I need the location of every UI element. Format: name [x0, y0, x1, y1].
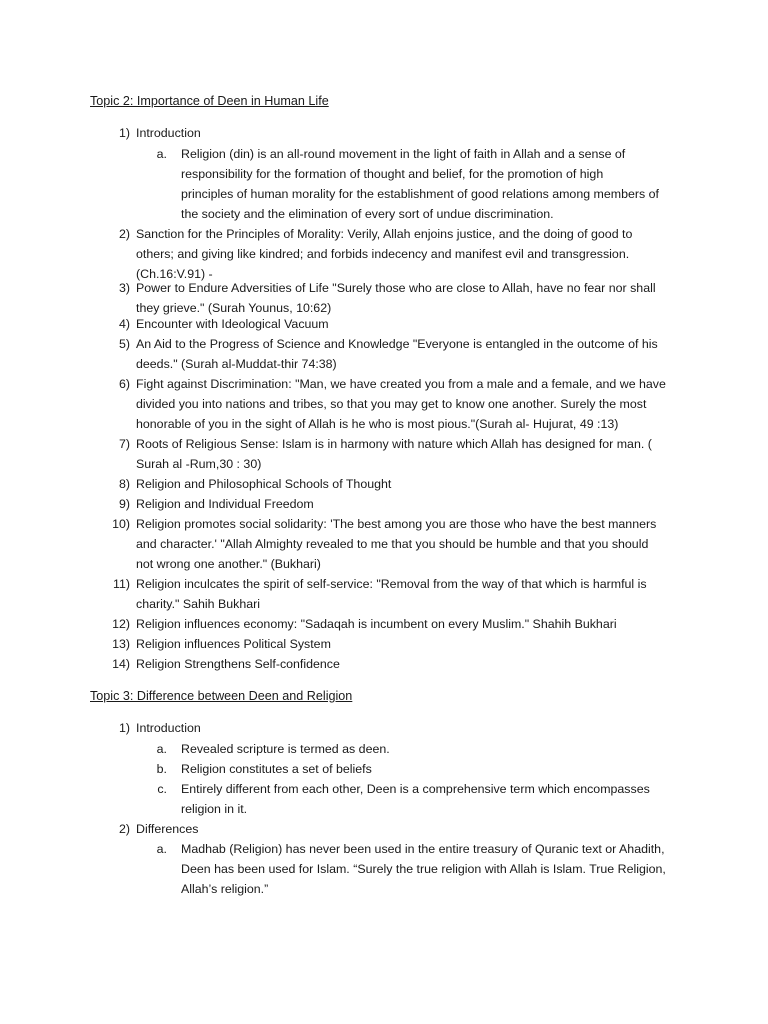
list-marker: 4) [118, 317, 130, 331]
list-item-text-line: they grieve." (Surah Younus, 10:62) [136, 301, 332, 315]
list-marker: 2) [118, 227, 130, 241]
list-item-text-line: Surah al -Rum,30 : 30) [136, 457, 262, 471]
list-item-text-line: Religion and Philosophical Schools of Thought [136, 477, 392, 491]
list-item-text-line: Madhab (Religion) has never been used in the entire treasury of Quranic text or Ahadith, [181, 842, 665, 856]
list-item-text-line: honorable of you in the sight of Allah is he who is most pious."(Surah al- Hujurat, 49 :13) [136, 417, 619, 431]
list-marker: 3) [118, 281, 130, 295]
list-marker: 7) [118, 437, 130, 451]
list-item-text-line: divided you into nations and tribes, so that you may get to know one another. Surely the most [136, 397, 647, 411]
list-marker: a. [156, 842, 167, 856]
list-item-text-line: Allah’s religion.” [181, 882, 269, 896]
list-item-text-line: Revealed scripture is termed as deen. [181, 742, 390, 756]
list-item-text-line: Deen has been used for Islam. “Surely the true religion with Allah is Islam. True Religion, [181, 862, 666, 876]
list-marker: 13) [112, 637, 130, 651]
list-item-text-line: charity." Sahih Bukhari [136, 597, 261, 611]
list-marker: 1) [118, 721, 130, 735]
list-item-text-line: Religion Strengthens Self-confidence [136, 657, 340, 671]
list-marker: 5) [118, 337, 130, 351]
list-marker: a. [156, 147, 167, 161]
list-marker: 2) [118, 822, 130, 836]
list-item-text-line: (Ch.16:V.91) - [136, 267, 213, 281]
list-item-text-line: not wrong one another." (Bukhari) [136, 557, 321, 571]
list-item-text-line: Introduction [136, 126, 201, 140]
list-item-text-line: others; and giving like kindred; and forbids indecency and manifest evil and transgression. [136, 247, 630, 261]
list-item-text-line: Introduction [136, 721, 201, 735]
list-item-text-line: Differences [136, 822, 199, 836]
list-item-text-line: Fight against Discrimination: "Man, we have created you from a male and a female, and we have [136, 377, 666, 391]
list-item-text-line: Encounter with Ideological Vacuum [136, 317, 329, 331]
list-item-text-line: Religion and Individual Freedom [136, 497, 314, 511]
list-item-text-line: Religion (din) is an all-round movement in the light of faith in Allah and a sense of [181, 147, 626, 161]
list-item-text-line: Roots of Religious Sense: Islam is in harmony with nature which Allah has designed for man. ( [136, 437, 652, 451]
list-item-text-line: religion in it. [181, 802, 248, 816]
list-marker: 10) [112, 517, 130, 531]
list-item-text-line: principles of human morality for the establishment of good relations among members of [181, 187, 659, 201]
list-item-text-line: and character.' "Allah Almighty revealed to me that you should be humble and that you should [136, 537, 649, 551]
list-item-text-line: deeds." (Surah al-Muddat-thir 74:38) [136, 357, 337, 371]
list-marker: 11) [113, 577, 130, 591]
list-marker: c. [157, 782, 167, 796]
list-item-text-line: responsibility for the formation of thought and belief, for the promotion of high [181, 167, 604, 181]
list-marker: 6) [118, 377, 130, 391]
list-marker: 8) [118, 477, 130, 491]
list-marker: b. [156, 762, 167, 776]
list-marker: 9) [118, 497, 130, 511]
topic-2-heading: Topic 2: Importance of Deen in Human Life [90, 94, 329, 108]
list-item-text-line: Religion promotes social solidarity: 'The best among you are those who have the best manners [136, 517, 657, 531]
list-item-text-line: An Aid to the Progress of Science and Knowledge "Everyone is entangled in the outcome of his [136, 337, 658, 351]
list-marker: 12) [112, 617, 130, 631]
list-item-text-line: Religion inculcates the spirit of self-service: "Removal from the way of that which is harmful is [136, 577, 647, 591]
list-item-text-line: Religion influences Political System [136, 637, 331, 651]
list-marker: 14) [112, 657, 130, 671]
topic-3-heading: Topic 3: Difference between Deen and Religion [90, 689, 353, 703]
list-item-text-line: Religion constitutes a set of beliefs [181, 762, 372, 776]
list-item-text-line: Sanction for the Principles of Morality: Verily, Allah enjoins justice, and the doing of good to [136, 227, 633, 241]
list-item-text-line: Entirely different from each other, Deen is a comprehensive term which encompasses [181, 782, 650, 796]
list-marker: 1) [118, 126, 130, 140]
list-item-text-line: Religion influences economy: "Sadaqah is incumbent on every Muslim." Shahih Bukhari [136, 617, 617, 631]
list-item-text-line: Power to Endure Adversities of Life "Surely those who are close to Allah, have no fear nor shall [136, 281, 656, 295]
list-marker: a. [156, 742, 167, 756]
list-item-text-line: the society and the elimination of every sort of undue discrimination. [181, 207, 554, 221]
